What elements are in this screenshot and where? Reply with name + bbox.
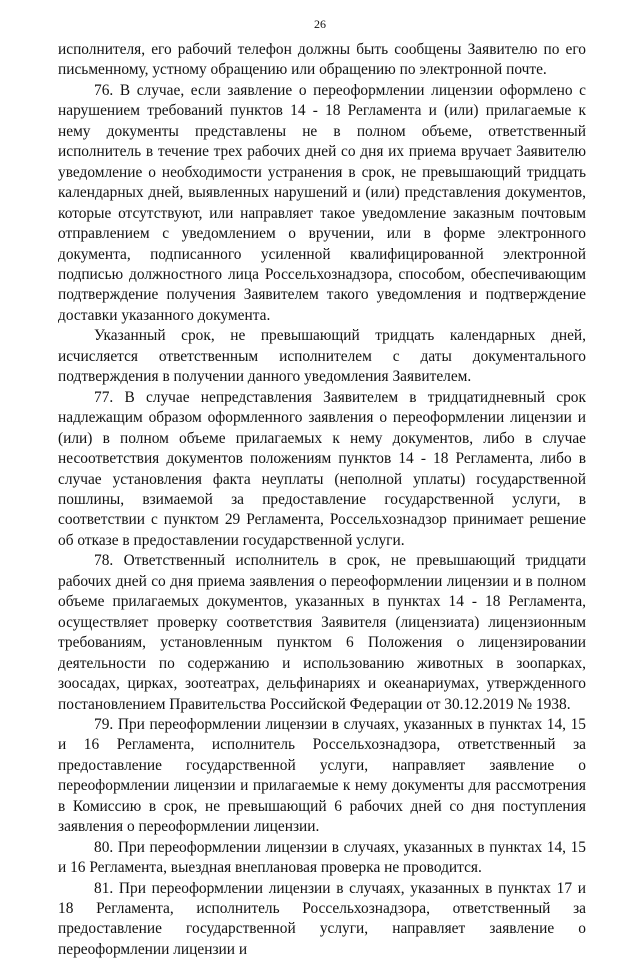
- paragraph-continuation: исполнителя, его рабочий телефон должны быть сообщены Заявителю по его письменному, устному обращению или обращению по электронной почте.: [58, 41, 586, 79]
- paragraph-76-deadline: Указанный срок, не превышающий тридцать календарных дней, исчисляется ответственным исполнителем с даты документального подтверждения в получении данного уведомления Заявителем.: [58, 327, 586, 386]
- paragraph-80: 80. При переоформлении лицензии в случаях, указанных в пунктах 14, 15 и 16 Регламента, выездная внеплановая проверка не проводится.: [58, 838, 586, 877]
- paragraph-77: 77. В случае непредставления Заявителем в тридцатидневный срок надлежащим образом оформленного заявления о переоформлении лицензии и (или) в полном объеме прилагаемых к нему документов, либо в случае несоответствия документов положениям пунктов 14 - 18 Регламента, либо в случае установления факта неуплаты (неполной уплаты) государственной пошлины, взимаемой за предоставление государственной услуги, в соответствии с пунктом 29 Регламента, Россельхознадзор принимает решение об отказе в предоставлении государственной услуги.: [58, 388, 586, 549]
- paragraph-78: 78. Ответственный исполнитель в срок, не превышающий тридцати рабочих дней со дня приема заявления о переоформлении лицензии и в полном объеме прилагаемых документов, указанных в пунктах 14 - 18 Регламента, осуществляет проверку соответствия Заявителя (лицензиата) лицензионным требованиям, установленным пунктом 6 Положения о лицензировании деятельности по содержанию и использованию животных в зоопарках, зоосадах, цирках, зоотеатрах, дельфинариях и океанариумах, утвержденного постановлением Правительства Российской Федерации от 30.12.2019 № 1938.: [58, 552, 586, 713]
- document-body: [58, 40, 586, 960]
- paragraph-81: 81. При переоформлении лицензии в случаях, указанных в пунктах 17 и 18 Регламента, исполнитель Россельхознадзора, ответственный за предоставление государственной услуги, направляет заявление о переоформлении лицензии и: [58, 879, 586, 958]
- page-number: 26: [314, 17, 326, 31]
- paragraph-76: 76. В случае, если заявление о переоформлении лицензии оформлено с нарушением требований пунктов 14 - 18 Регламента и (или) прилагаемые к нему документы представлены не в полном объеме, ответственный исполнитель в течение трех рабочих дней со дня их приема вручает Заявителю уведомление о необходимости устранения в срок, не превышающий тридцать календарных дней, выявленных нарушений и (или) представления документов, которые отсутствуют, или направляет такое уведомление заказным почтовым отправлением с уведомлением о вручении, или в форме электронного документа, подписанного усиленной квалифицированной электронной подписью должностного лица Россельхознадзора, способом, обеспечивающим подтверждение получения Заявителем такого уведомления и подтверждение доставки указанного документа.: [58, 81, 586, 324]
- paragraph-79: 79. При переоформлении лицензии в случаях, указанных в пунктах 14, 15 и 16 Регламента, исполнитель Россельхознадзора, ответственный за предоставление государственной услуги, направляет заявление о переоформлении лицензии и прилагаемые к нему документы для рассмотрения в Комиссию в срок, не превышающий 6 рабочих дней со дня поступления заявления о переоформлении лицензии.: [58, 715, 586, 836]
